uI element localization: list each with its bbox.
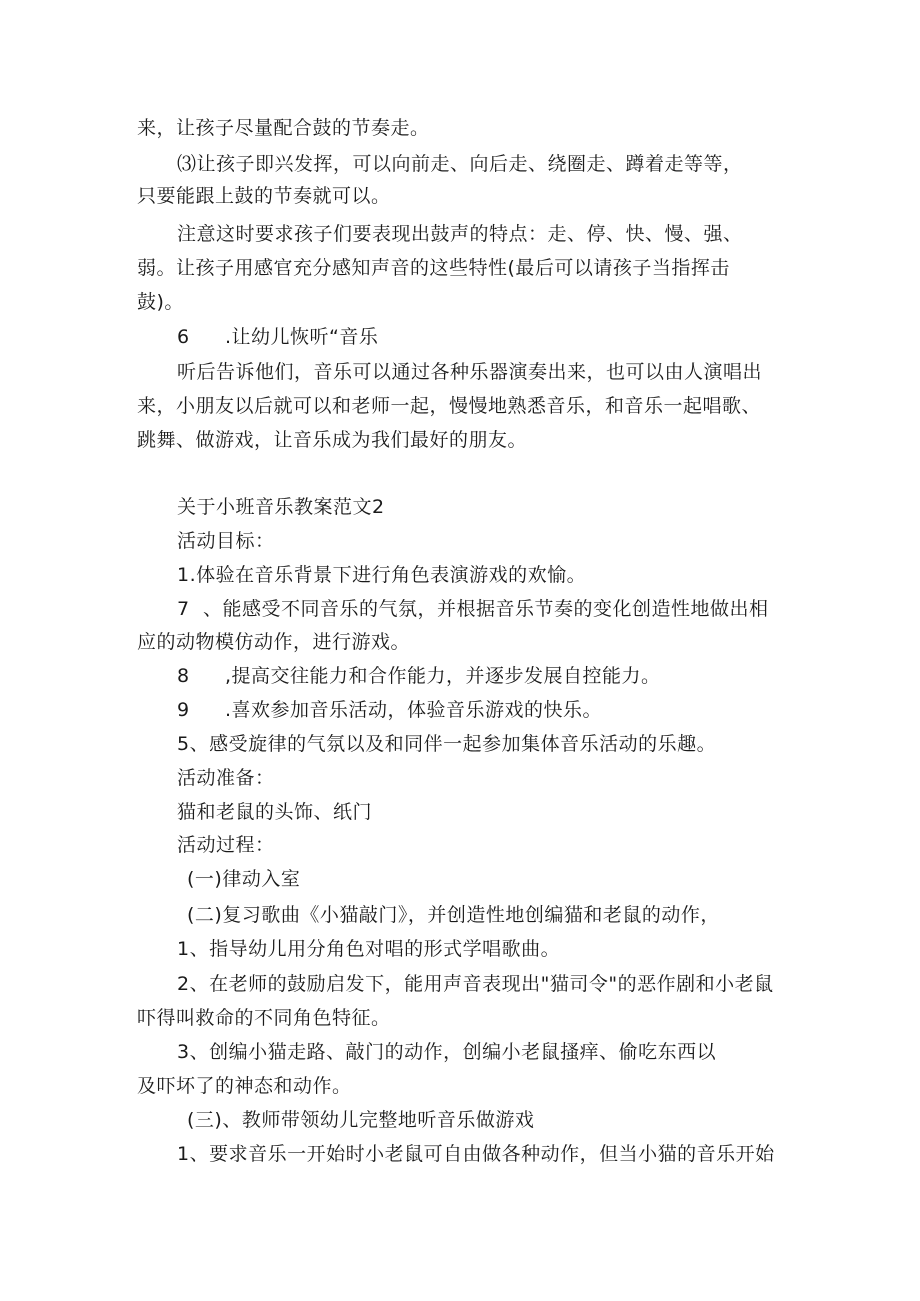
- paragraph-line: 弱。让孩子用感官充分感知声音的这些特性(最后可以请孩子当指挥击: [137, 257, 730, 279]
- process-heading: 活动过程：: [177, 834, 275, 856]
- paragraph-line: 注意这时要求孩子们要表现出鼓声的特点：走、停、快、慢、强、: [177, 223, 743, 245]
- process-step: (一)律动入室: [187, 868, 301, 890]
- paragraph-line: 鼓)。: [137, 291, 184, 313]
- step-text: .让幼儿恢听“音乐: [225, 326, 379, 348]
- paragraph-line: ⑶让孩子即兴发挥，可以向前走、向后走、绕圈走、蹲着走等等，: [177, 153, 743, 175]
- goal-item: 1.体验在音乐背景下进行角色表演游戏的欢愉。: [177, 564, 587, 586]
- paragraph-line: 来，小朋友以后就可以和老师一起，慢慢地熟悉音乐，和音乐一起唱歌、: [137, 395, 762, 417]
- section-title: 关于小班音乐教案范文2: [177, 496, 385, 518]
- goal-number: 9: [177, 699, 190, 721]
- goals-heading: 活动目标：: [177, 530, 275, 552]
- goal-number: 7: [177, 598, 190, 620]
- paragraph-line: 来，让孩子尽量配合鼓的节奏走。: [137, 117, 430, 139]
- goal-text: ,提高交往能力和合作能力，并逐步发展自控能力。: [225, 665, 661, 687]
- process-item: 2、在老师的鼓励启发下，能用声音表现出"猫司令"的恶作剧和小老鼠: [177, 973, 774, 995]
- paragraph-line: 应的动物模仿动作，进行游戏。: [137, 631, 411, 653]
- goal-item: [177, 664, 661, 688]
- goal-number: 8: [177, 665, 190, 687]
- paragraph-line: 吓得叫救命的不同角色特征。: [137, 1007, 391, 1029]
- process-item: 1、指导幼儿用分角色对唱的形式学唱歌曲。: [177, 938, 561, 960]
- process-step: (三)、教师带领幼儿完整地听音乐做游戏: [187, 1109, 535, 1131]
- process-item: 1、要求音乐一开始时小老鼠可自由做各种动作，但当小猫的音乐开始: [177, 1143, 775, 1165]
- goal-item: [177, 597, 769, 621]
- prep-text: 猫和老鼠的头饰、纸门: [177, 801, 373, 823]
- paragraph-line: 跳舞、做游戏，让音乐成为我们最好的朋友。: [137, 429, 528, 451]
- paragraph-line: 听后告诉他们，音乐可以通过各种乐器演奏出来，也可以由人演唱出: [177, 361, 763, 383]
- paragraph-line: 及吓坏了的神态和动作。: [137, 1075, 352, 1097]
- goal-text: .喜欢参加音乐活动，体验音乐游戏的快乐。: [225, 699, 603, 721]
- goal-item: [177, 698, 602, 722]
- step-6-heading: [177, 325, 378, 349]
- step-number: 6: [177, 326, 190, 348]
- paragraph-line: 只要能跟上鼓的节奏就可以。: [137, 185, 391, 207]
- goal-text: 、能感受不同音乐的气氛，并根据音乐节奏的变化创造性地做出相: [203, 598, 769, 620]
- goal-item: 5、感受旋律的气氛以及和同伴一起参加集体音乐活动的乐趣。: [177, 733, 717, 755]
- process-item: 3、创编小猫走路、敲门的动作，创编小老鼠搔痒、偷吃东西以: [177, 1041, 717, 1063]
- prep-heading: 活动准备：: [177, 767, 275, 789]
- process-step: (二)复习歌曲《小猫敲门》，并创造性地创编猫和老鼠的动作，: [187, 904, 720, 926]
